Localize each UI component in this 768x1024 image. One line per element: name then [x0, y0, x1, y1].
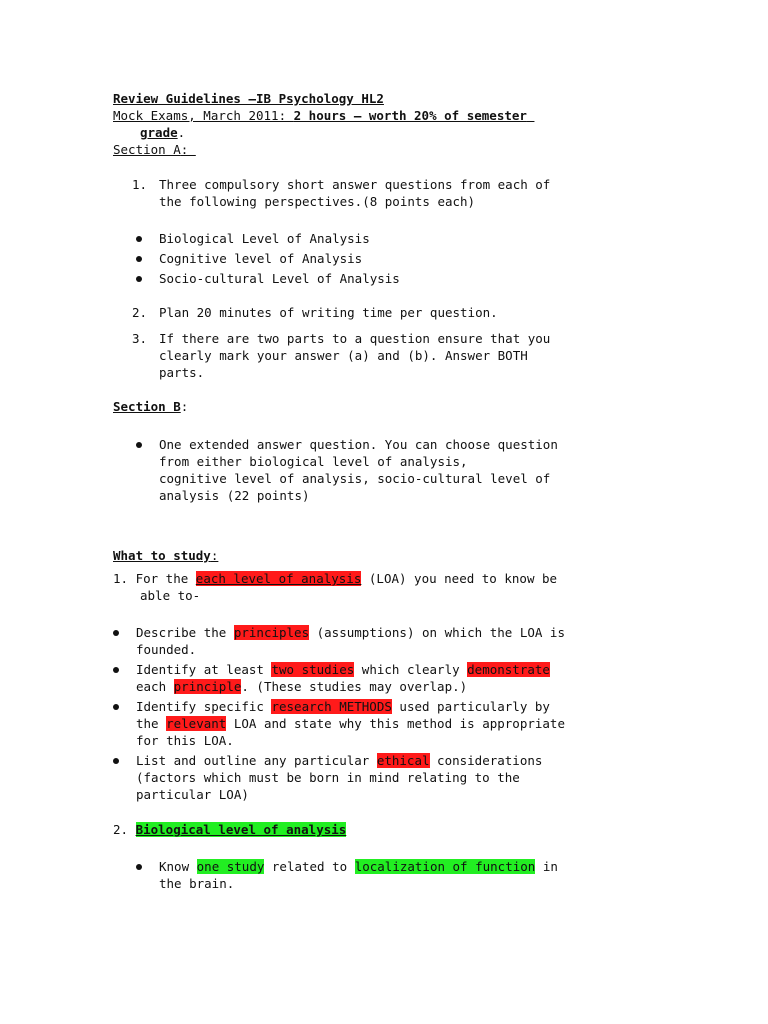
bullet-icon — [136, 256, 142, 262]
section-a-bullet-3: Socio-cultural Level of Analysis — [159, 271, 400, 286]
study-bullet-4-cont2: particular LOA) — [136, 787, 249, 802]
section-a-bullet-1: Biological Level of Analysis — [159, 231, 370, 246]
highlight-principle: principle — [173, 679, 242, 694]
bio-heading-line: 2. Biological level of analysis — [113, 822, 347, 837]
study-bullet-1-cont: founded. — [136, 642, 197, 657]
highlight-two-studies: two studies — [271, 662, 355, 677]
study-bullet-3-cont: the relevant LOA and state why this method is appropriate — [136, 716, 565, 731]
bullet-icon — [136, 276, 142, 282]
section-b-item-cont2: cognitive level of analysis, socio-cultural level of — [159, 471, 551, 486]
bio-bullet: Know one study related to localization of function in — [159, 859, 558, 874]
study-bullet-3-cont2: for this LOA. — [136, 733, 234, 748]
study-bullet-4: List and outline any particular ethical considerations — [136, 753, 543, 768]
section-a-item-2: Plan 20 minutes of writing time per question. — [159, 305, 498, 320]
study-bullet-4-cont: (factors which must be born in mind relating to the — [136, 770, 520, 785]
bullet-icon — [113, 630, 119, 636]
study-bullet-2: Identify at least two studies which clearly demonstrate — [136, 662, 550, 677]
section-a-bullet-2: Cognitive level of Analysis — [159, 251, 363, 266]
what-to-study-heading: What to study: — [113, 548, 219, 563]
mock-exam-label: Mock Exams, March 2011: — [113, 108, 294, 123]
exam-duration-cont: grade — [140, 125, 178, 140]
bullet-icon — [113, 704, 119, 710]
highlight-demonstrate: demonstrate — [467, 662, 550, 677]
section-a-item-3-cont2: parts. — [159, 365, 205, 380]
highlight-each-level: each level of analysis — [195, 571, 362, 586]
section-b-heading: Section B: — [113, 399, 189, 414]
bio-bullet-cont: the brain. — [159, 876, 235, 891]
highlight-relevant: relevant — [166, 716, 227, 731]
highlight-localization: localization of function — [354, 859, 536, 874]
study-bullet-2-cont: each principle. (These studies may overlap.) — [136, 679, 468, 694]
bullet-icon — [113, 667, 119, 673]
section-b-item-cont: from either biological level of analysis, — [159, 454, 468, 469]
list-number-2: 2. — [132, 305, 148, 320]
exam-info-line — [113, 107, 534, 124]
section-a-item-3-cont: clearly mark your answer (a) and (b). Answer BOTH — [159, 348, 528, 363]
study-item-1-cont: able to- — [140, 588, 201, 603]
exam-info-line-cont: grade. — [140, 125, 186, 140]
study-bullet-1: Describe the principles (assumptions) on which the LOA is — [136, 625, 565, 640]
bullet-icon — [136, 864, 142, 870]
highlight-research-methods: research METHODS — [271, 699, 392, 714]
list-number-3: 3. — [132, 331, 148, 346]
highlight-principles: principles — [233, 625, 310, 640]
section-a-heading: Section A: — [113, 142, 196, 157]
study-bullet-3: Identify specific research METHODS used particularly by — [136, 699, 550, 714]
section-a-item-3: If there are two parts to a question ensure that you — [159, 331, 551, 346]
list-number-1: 1. — [132, 177, 148, 192]
highlight-one-study: one study — [196, 859, 265, 874]
section-a-item-1-cont: the following perspectives.(8 points each) — [159, 194, 476, 209]
bullet-icon — [136, 442, 142, 448]
section-b-item-cont3: analysis (22 points) — [159, 488, 310, 503]
exam-duration: 2 hours – worth 20% of semester — [293, 108, 527, 123]
study-item-1: 1. For the each level of analysis (LOA) you need to know be — [113, 571, 558, 586]
section-b-item: One extended answer question. You can choose question — [159, 437, 558, 452]
document-title: Review Guidelines –IB Psychology HL2 — [113, 91, 384, 106]
bullet-icon — [136, 236, 142, 242]
highlight-ethical: ethical — [376, 753, 430, 768]
section-a-item-1: Three compulsory short answer questions from each of — [159, 177, 551, 192]
bio-heading: Biological level of analysis — [135, 822, 347, 837]
bullet-icon — [113, 758, 119, 764]
